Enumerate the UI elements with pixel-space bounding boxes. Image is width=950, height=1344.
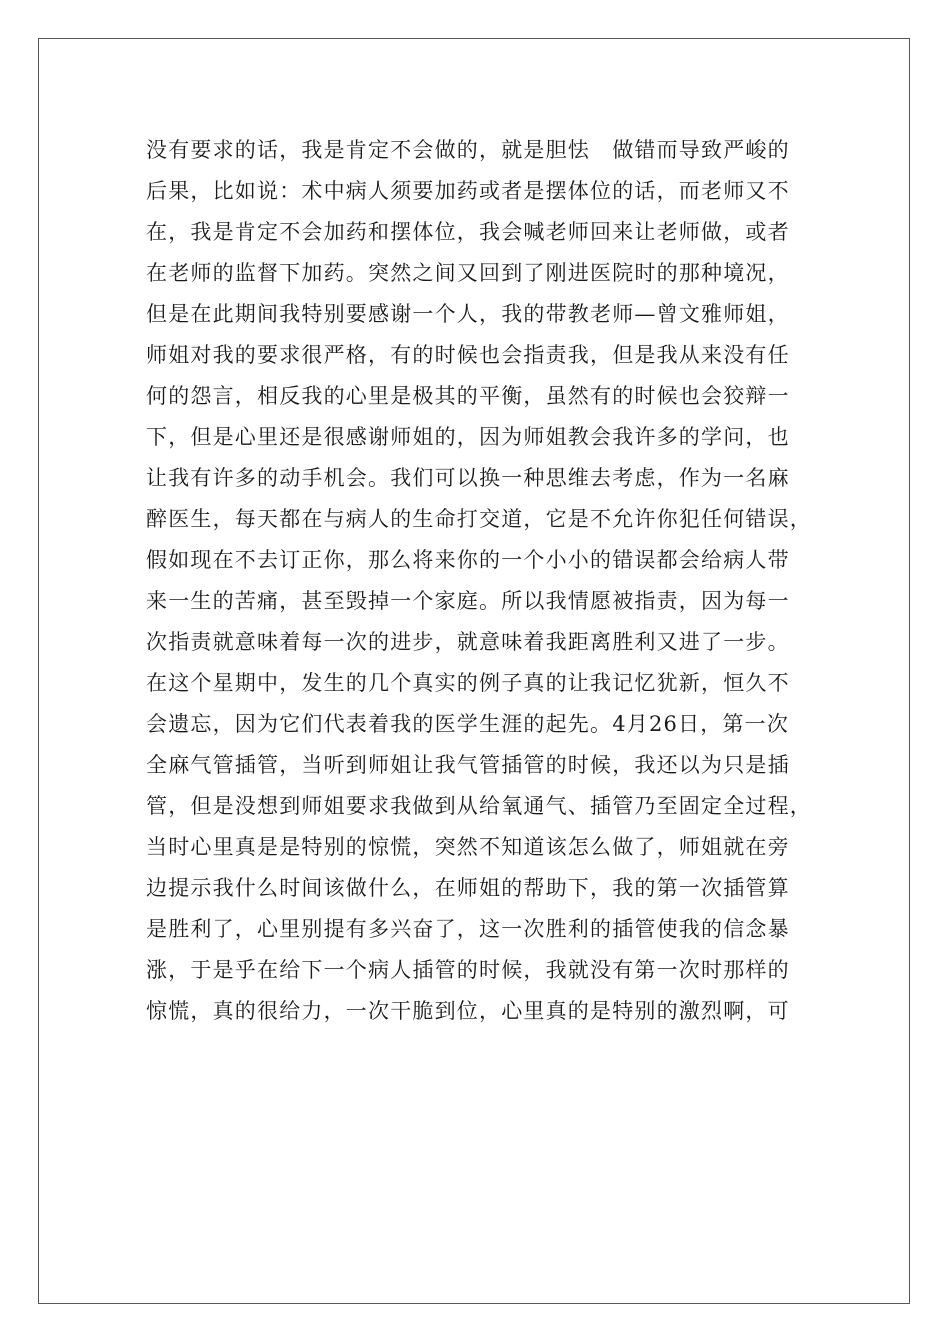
text-line: 会遗忘，因为它们代表着我的医学生涯的起先。4月26日，第一次 [146, 712, 790, 736]
text-line: 在这个星期中，发生的几个真实的例子真的让我记忆犹新，恒久不 [146, 671, 790, 695]
text-line: 在老师的监督下加药。突然之间又回到了刚进医院时的那种境况， [146, 261, 790, 285]
text-line: 来一生的苦痛，甚至毁掉一个家庭。所以我情愿被指责，因为每一 [146, 589, 790, 613]
text-line: 何的怨言，相反我的心里是极其的平衡，虽然有的时候也会狡辩一 [146, 384, 790, 408]
text-line: 当时心里真是是特别的惊慌，突然不知道该怎么做了，师姐就在旁 [146, 835, 790, 859]
text-line: 让我有许多的动手机会。我们可以换一种思维去考虑，作为一名麻 [146, 466, 790, 490]
text-line: 下，但是心里还是很感谢师姐的，因为师姐教会我许多的学问，也 [146, 425, 790, 449]
text-line: 后果，比如说：术中病人须要加药或者是摆体位的话，而老师又不 [146, 179, 790, 203]
text-line: 全麻气管插管，当听到师姐让我气管插管的时候，我还以为只是插 [146, 753, 790, 777]
text-line: 惊慌，真的很给力，一次干脆到位，心里真的是特别的激烈啊，可 [146, 999, 790, 1023]
text-line: 师姐对我的要求很严格，有的时候也会指责我，但是我从来没有任 [146, 343, 790, 367]
text-line: 次指责就意味着每一次的进步，就意味着我距离胜利又进了一步。 [146, 630, 790, 654]
text-line: 在，我是肯定不会加药和摆体位，我会喊老师回来让老师做，或者 [146, 220, 790, 244]
text-line: 边提示我什么时间该做什么，在师姐的帮助下，我的第一次插管算 [146, 876, 790, 900]
text-line: 没有要求的话，我是肯定不会做的，就是胆怯 做错而导致严峻的 [146, 138, 790, 162]
text-line: 涨，于是乎在给下一个病人插管的时候，我就没有第一次时那样的 [146, 958, 790, 982]
text-line: 管，但是没想到师姐要求我做到从给氧通气、插管乃至固定全过程， [146, 794, 812, 818]
text-line: 醉医生，每天都在与病人的生命打交道，它是不允许你犯任何错误， [146, 507, 812, 531]
text-line: 是胜利了，心里别提有多兴奋了，这一次胜利的插管使我的信念暴 [146, 917, 790, 941]
text-line: 假如现在不去订正你，那么将来你的一个小小的错误都会给病人带 [146, 548, 790, 572]
body-text [146, 130, 836, 1032]
text-line: 但是在此期间我特别要感谢一个人，我的带教老师—曾文雅师姐， [146, 302, 790, 326]
